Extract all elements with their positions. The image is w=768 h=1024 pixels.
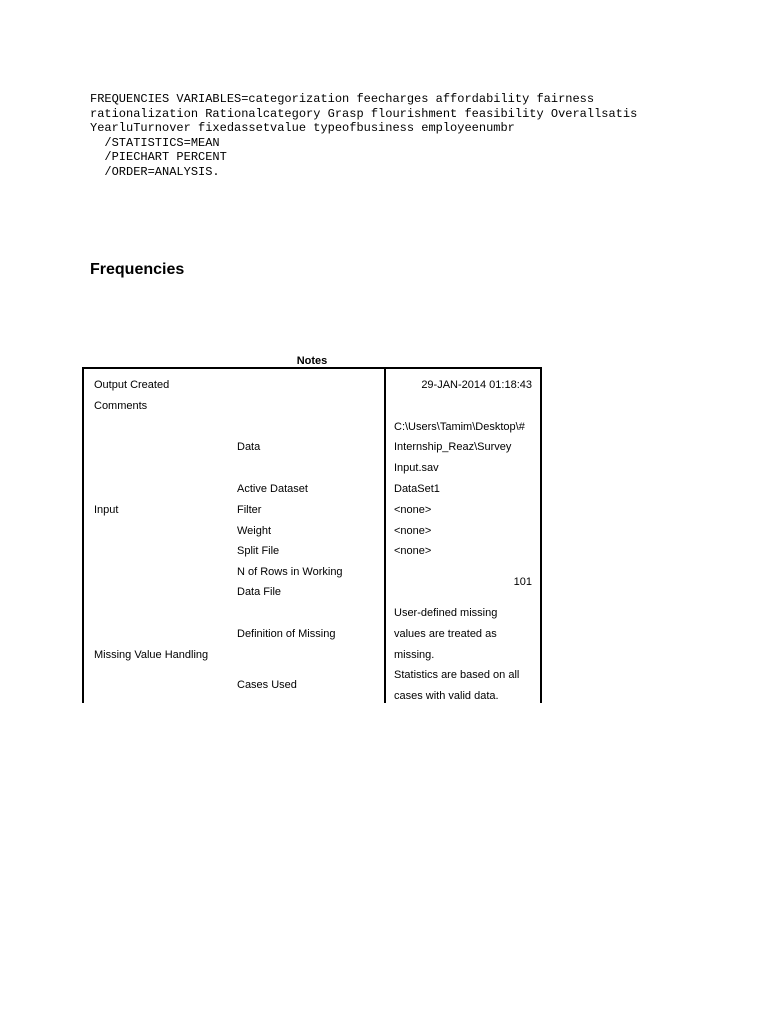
section-heading: Frequencies (90, 261, 185, 278)
missing-value-handling-label: Missing Value Handling (94, 649, 209, 661)
rows-label-line: Data File (237, 586, 282, 598)
data-label: Data (237, 441, 261, 453)
rows-label-line: N of Rows in Working (237, 566, 343, 578)
syntax-line: /ORDER=ANALYSIS. (90, 164, 220, 179)
data-value-line: Input.sav (394, 462, 439, 474)
definition-of-missing-label: Definition of Missing (237, 628, 336, 640)
split-file-label: Split File (237, 545, 280, 557)
comments-label: Comments (94, 400, 148, 412)
cases-used-value-line: cases with valid data. (394, 690, 499, 702)
syntax-line: rationalization Rationalcategory Grasp flourishment feasibility Overallsatis (90, 106, 638, 121)
definition-value-line: missing. (394, 649, 435, 661)
definition-value-line: values are treated as (394, 628, 497, 640)
syntax-line: YearluTurnover fixedassetvalue typeofbusiness employeenumbr (90, 121, 515, 136)
cases-used-label: Cases Used (237, 679, 297, 691)
filter-label: Filter (237, 504, 262, 516)
data-value-line: Internship_Reaz\Survey (394, 441, 512, 453)
notes-table-caption: Notes (296, 355, 328, 367)
input-label: Input (94, 504, 119, 516)
notes-table (82, 367, 542, 703)
active-dataset-value: DataSet1 (394, 483, 440, 495)
filter-value: <none> (394, 504, 432, 516)
active-dataset-label: Active Dataset (237, 483, 308, 495)
column-divider (384, 369, 386, 703)
weight-label: Weight (237, 525, 272, 537)
syntax-block (90, 92, 637, 180)
syntax-line: FREQUENCIES VARIABLES=categorization feecharges affordability fairness (90, 92, 595, 106)
split-file-value: <none> (394, 545, 432, 557)
cases-used-value-line: Statistics are based on all (394, 669, 520, 681)
definition-value-line: User-defined missing (394, 607, 498, 619)
rows-value: 101 (513, 576, 532, 588)
data-value-line: C:\Users\Tamim\Desktop\# (394, 421, 525, 433)
output-created-label: Output Created (94, 379, 170, 391)
output-created-value: 29-JAN-2014 01:18:43 (421, 379, 532, 391)
syntax-line: /PIECHART PERCENT (90, 150, 227, 165)
weight-value: <none> (394, 525, 432, 537)
syntax-line: /STATISTICS=MEAN (90, 135, 220, 150)
